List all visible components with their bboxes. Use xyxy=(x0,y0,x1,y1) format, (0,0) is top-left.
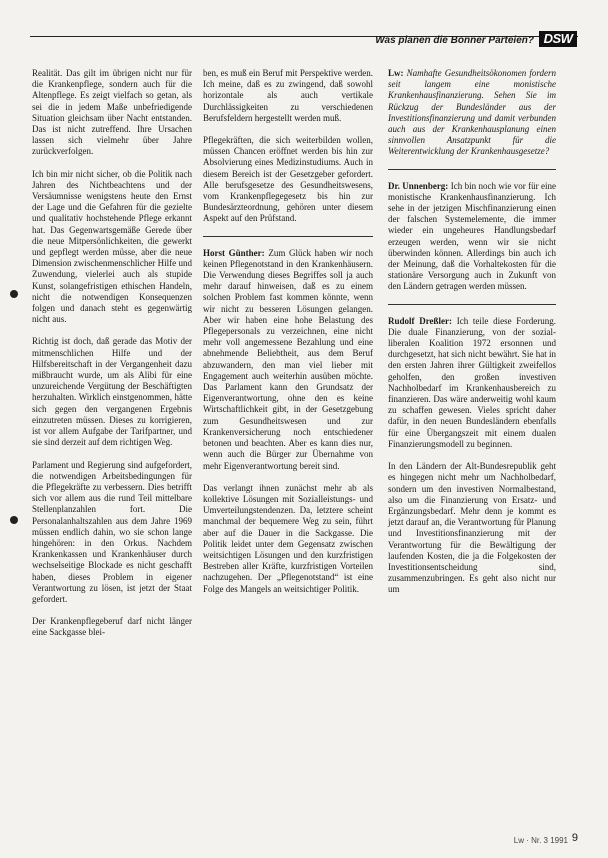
question-text: Namhafte Gesundheitsökonomen fordern seit langem eine monistische Krankenhausfinanzierung. Sehen Sie im Rückzug der Bundesländer aus der Investitionsfinanzierung und damit verbunden auch aus der Krankenhausplanung einen sinnvollen Ansatzpunkt für die Weiterentwicklung der Krankenhausgesetze? xyxy=(388,68,557,157)
text-column-left xyxy=(32,68,192,650)
header-title: Was planen die Bonner Parteien? xyxy=(375,35,534,46)
answer-text: Ich bin noch wie vor für eine monistische Krankenhausfinanzierung. Ich sehe in der jetzigen Mischfinanzierung einen der falschen Systemelemente, die immer wieder ein ungeheures Handlungsbedarf erzeugen werden, wenn wir sie nicht überwinden können. Allerdings bin auch ich der Meinung, daß die Vorhaltekosten für die stationäre Versorgung auch in Zukunft von den Ländern getragen werden müssen. xyxy=(388,180,556,292)
paragraph: Richtig ist doch, daß gerade das Motiv der mitmenschlichen Hilfe und der Hilfsbereitschaft in der Vergangenheit dazu mißbraucht wurde, um als Alibi für eine unzureichende Vergütung der Beschäftigten herzuhalten. Wirklich einstgenommen, hätte sich gegen den vergangenen Ergebnis einzutreten müssen. Dieses zu korrigieren, ist vor allem Aufgabe der Tarifpartner, und sie sind derzeit auf dem richtigen Weg. xyxy=(32,336,192,448)
paragraph: Realität. Das gilt im übrigen nicht nur für die Krankenpflege, sondern auch für die Altenpflege. Es zeigt vielfach so getan, als sei die in jedem Maße unbefriedigende Situation gleichsam über Nacht entstanden. Das ist nicht zutreffend. Ihre Ursachen lassen sich vielmehr über Jahre zurückverfolgen. xyxy=(32,68,192,157)
speaker-name: Dr. Unnenberg: xyxy=(388,180,449,191)
binding-hole-icon xyxy=(10,516,18,524)
answer-text: Ich teile diese Forderung. Die duale Finanzierung, von der sozial-liberalen Koalition 1972 ersonnen und durchgesetzt, hat sich nicht bewährt. Sie hat in den ersten Jahren ihrer Gültigkeit zweifellos geholfen, den großen investiven Nachholbedarf im Krankenhausbereich zu finanzieren. Das wäre anderweitig wohl kaum zu schaffen gewesen. Vieles spricht daher dafür, in den neuen Bundesländern ebenfalls für eine Übergangszeit mit einem dualen Finanzierungsmodell zu beginnen. xyxy=(388,315,557,449)
paragraph: ben, es muß ein Beruf mit Perspektive werden. Ich meine, daß es zu zwingend, daß sowohl horizontale als auch vertikale Durchlässigkeiten zu verschiedenen Berufsfeldern hergestellt werden muß. xyxy=(203,68,373,123)
speaker-name: Rudolf Dreßler: xyxy=(388,315,453,326)
section-divider xyxy=(388,304,556,305)
answer-text: Zum Glück haben wir noch keinen Pflegenotstand in den Krankenhäusern. Die Verwendung dieses Begriffes soll ja auch mehr darauf hinweisen, daß es zu einem solchen Problem fast kommen könnte, wenn wir nicht zu besseren Lösungen gelangen. Aber wir haben eine hohe Belastung des Pflegepersonals zu verzeichnen, eine nicht mehr voll angemessene Bezahlung und eine abnehmende Beliebtheit, aus dem Beruf abzuwandern, den man viel lieber mit Engagement auch weiterhin ausüben möchte. Das Parlament kann den Grundsatz der Eigenverantwortung, ohne den es keine Wirtschaftlichkeit gibt, in der Gesetzgebung zum Gesundheitswesen und zur Krankenversicherung noch entschiedener betonen und beachten. Aber es kann dies nur, wenn auch die Bürger zur Übernahme von mehr Eigenverantwortung bereit sind. xyxy=(203,247,373,471)
answer-paragraph xyxy=(388,181,556,293)
paragraph: Das verlangt ihnen zunächst mehr ab als kollektive Lösungen mit Sozialleistungs- und Umverteilungstendenzen. Da, letztere scheint manchmal der bequemere Weg zu sein, führt aber auf die Dauer in die Sackgasse. Die Politik leidet unter dem Gegensatz zwischen weitsichtigen Lösungen und den kurzfristigen Bestreben aller Kräfte, kurzfristigen Vorteilen nachzugehen. Der „Pflegenotstand“ ist eine Folge des Mangels an weitsichtiger Politik. xyxy=(203,482,373,594)
issue-info: Lw · Nr. 3 1991 xyxy=(513,836,568,845)
answer-paragraph xyxy=(388,316,556,450)
paragraph: In den Ländern der Alt-Bundesrepublik geht es hingegen nicht mehr um Nachholbedarf, sondern um den investiven Normalbestand, also um die Finanzierung von Ersatz- und Ergänzungsbedarf. Mehr denn je kommt es jetzt darauf an, die Verantwortung für Planung und Investitionsfinanzierung mit der Verantwortung für die Bewältigung der laufenden Kosten, die ja die Folgekosten der Investitionsentscheidung sind, zusammenzubringen. Es geht also nicht nur um xyxy=(388,461,556,595)
answer-paragraph xyxy=(203,248,373,472)
text-column-right xyxy=(388,68,556,607)
speaker-name: Lw: xyxy=(388,68,404,78)
page-number: 9 xyxy=(571,832,578,844)
magazine-logo: DSW xyxy=(539,31,577,47)
binding-hole-icon xyxy=(10,290,18,298)
interview-question xyxy=(388,68,556,158)
paragraph: Parlament und Regierung sind aufgefordert, die notwendigen Arbeitsbedingungen für die Pflegekräfte zu verbessern. Dies betrifft sich vor allem aus die rund Teil mittelbare Stellenplanzahlen fort. Die Personalanhaltszahlen aus dem Jahre 1969 müssen endlich dahin, wo sie schon lange hingehören: in den Orkus. Nachdem Krankenkassen und Krankenhäuser durch wechselseitige Blockade es nicht geschafft haben, dieses Problem in eigener Verantwortung zu lösen, ist jetzt der Staat gefordert. xyxy=(32,459,192,604)
paragraph: Ich bin mir nicht sicher, ob die Politik nach Jahren des Nichtbeachtens und der Versäumnisse wenigstens heute den Ernst der Lage und die Gefahren für die gezielte und qualitativ hochstehende Pflege erkannt hat. Das Gegenwartsgemäße Gerede über die neue Mitpersönlichkeiten, die gewerkt und gepflegt werden müsse, aber die neue Dimension zwischenmenschlicher Hilfe und Zuwendung, vielerlei auch als stupide Kunst, solangefristigen ethischen Handeln, nicht die notwendigen Konsequenzen folgen und danach steht es gegenwärtig nicht aus. xyxy=(32,168,192,325)
speaker-name: Horst Günther: xyxy=(203,247,265,258)
section-divider xyxy=(203,236,373,237)
section-divider xyxy=(388,169,556,170)
paragraph: Pflegekräften, die sich weiterbilden wollen, müssen Chancen eröffnet werden bis hin zur Absolvierung eines Medizinstudiums. Auch in diesem Bereich ist der Gesetzgeber gefordert. Alle berufsgesetze des Gesundheitswesens, vom Krankenpflegegesetz bis hin zur Bundesärzteordnung, gehören unter diesem Aspekt auf den Prüfstand. xyxy=(203,135,373,224)
text-column-middle xyxy=(203,68,373,606)
paragraph: Der Krankenpflegeberuf darf nicht länger eine Sackgasse blei- xyxy=(32,616,192,638)
